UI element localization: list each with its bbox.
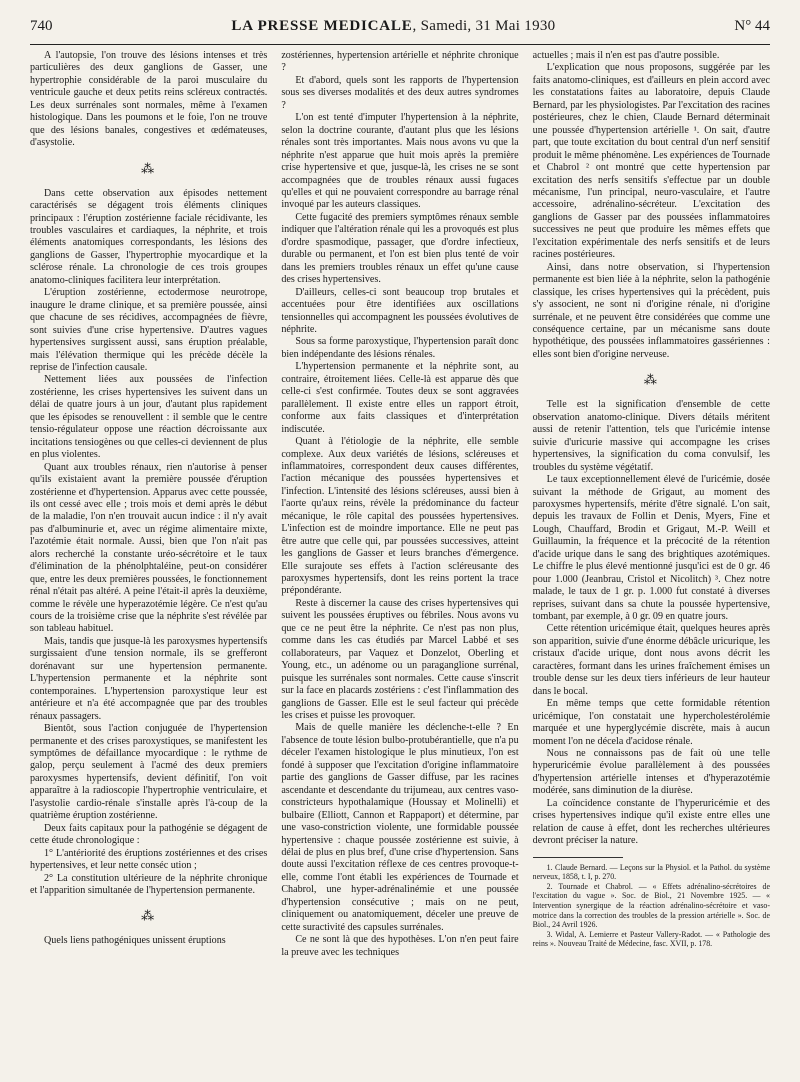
paragraph: Deux faits capitaux pour la pathogénie se dégagent de cette étude chronologique : [30,822,268,847]
section-separator: ⁂ [141,160,157,176]
journal-name: LA PRESSE MEDICALE [231,18,413,34]
column-3 [533,50,770,1072]
paragraph: 1° L'antériorité des éruptions zostériennes et des crises hypertensives, et leur nette conséc ution ; [30,847,268,872]
section-separator: ⁂ [141,908,157,924]
paragraph: Cette fugacité des premiers symptômes rénaux semble indiquer que l'altération rénale qui les a provoqués est plus d'ordre spasmodique, passager, que d'ordre infectieux, durable ou permanent, et l'on est bien plus tenté de voir dans les premiers troubles rénaux un effet qu'une cause des crises hypertensives. [281,211,519,286]
paragraph: 2° La constitution ultérieure de la néphrite chronique et l'apparition simultanée de l'hypertension permanente. [30,872,268,896]
column-1 [30,50,267,1072]
paragraph: Ce ne sont là que des hypothèses. L'on n'en peut faire la preuve avec les techniques [281,934,519,958]
paragraph: Quant aux troubles rénaux, rien n'autorise à penser qu'ils existaient avant la première poussée d'éruption zostérienne et d'hypertension. Apparus avec cette poussée, ils ont cessé avec elle ; trois mois et demi après le début de la maladie, l'on n'en trouvait aucun indice : il n'y avait pas d'albuminurie et, avec un régime alimentaire mixte, l'azotémie était normale. Aussi, bien que l'on n'ait pas alors recherché la constante uréo-sécrétoire et le taux d'élimination de la phénolphtaléine, peut-on considérer que, entre les deux premières poussées, le fonctionnement rénal n'était pas altéré. A peine l'était-il après la deuxième, comme le révèle une hyperazotémie légère. Ce n'est qu'au cours de la troisième crise que la néphrite s'est révélée par son tableau habituel. [30,461,268,635]
paragraph: zostériennes, hypertension artérielle et néphrite chronique ? [281,50,519,74]
paragraph: En même temps que cette formidable rétention uricémique, l'on constatait une hypercholestérolémie marquée et une hyperglycémie discrète, mais à aucun moment l'on ne décela d'acidose rénale. [532,698,770,747]
article-body [30,50,770,1072]
footnote: 2. Tournade et Chabrol. — « Effets adrénalino-sécrétoires de l'excitation du vague ». Soc. de Biol., 21 Novembre 1925. — « Intervention synergique de la réaction adrénalino-sécrétoire et vaso-motrice dans la correction des troubles de la pression artérielle ». Soc. de Biol., 24 Avril 1926. [532,881,770,930]
footnote-rule [533,857,623,858]
paragraph: Et d'abord, quels sont les rapports de l'hypertension sous ses diverses modalités et des deux autres syndromes ? [281,74,519,111]
paragraph: Ainsi, dans notre observation, si l'hypertension permanente est bien liée à la néphrite, selon la pathogénie classique, les crises hypertensives qui la précèdent, puis s'y associent, ne sont ni d'origine rénale, ni d'origine surrénale, et ne peuvent être considérées que comme une conséquence certaine, par un mécanisme sans doute hypothétique, des poussées inflammatoires gassériennes : elles sont bien d'origine nerveuse. [532,261,770,360]
running-header [30,18,770,40]
paragraph: Nous ne connaissons pas de fait où une telle hyperuricémie évolue parallèlement à des poussées d'hypertension artérielle intenses et d'hyperazotémie modérée, sans diminution de la diurèse. [532,748,770,797]
journal-title [231,18,555,35]
paragraph: Cette rétention uricémique était, quelques heures après son apparition, suivie d'une énorme débâcle uricurique, les cristaux d'acide urique, dont nous avons décrit les caractères, formant dans les urines fraîchement émises un trouble dense sur les deux tiers inférieurs de leur hauteur dans le bocal. [532,623,770,697]
paragraph: Quant à l'étiologie de la néphrite, elle semble complexe. Aux deux variétés de lésions, scléreuses et inflammatoires, correspondent deux causes différentes, l'action mécanique des poussées hypertensives et l'infection. L'intensité des lésions scléreuses, aussi bien à l'aorte qu'aux reins, révèle la prédominance du facteur mécanique, le rôle capital des poussées hypertensives. L'infection est de moindre importance. Elle ne peut pas être autre que celle qui, par poussées successives, atteint les ganglions de Gasser et leurs branches d'émergence. Elle surajoute ses effets à l'action scléreusante des paroxysmes hypertensifs, dont les reins portent la trace prépondérante. [281,436,519,597]
footnote: 3. Widal, A. Lemierre et Pasteur Vallery-Radot. — « Pathologie des reins ». Nouveau Traité de Médecine, fasc. XVII, p. 178. [532,929,770,949]
paragraph: L'explication que nous proposons, suggérée par les faits anatomo-cliniques, est d'ailleurs en plein accord avec les constatations faites au laboratoire, depuis Claude Bernard, par les physiologistes. Par l'excitation des racines postérieures, chez le chien, Claude Bernard déterminait une poussée d'hypertension artérielle ¹. On sait, d'autre part, que toute excitation du bout central d'un nerf sensitif produit le même phénomène. Les expériences de Tournade et Chabrol ² ont montré que cette hypertension par excitation des nerfs sensitifs s'effectue par un double mécanisme, l'un principal, neuro-vasculaire, et l'autre accessoire, adrénalino-sécréteur. L'excitation des ganglions de Gasser par des poussées inflammatoires successives ne peut que produire les mêmes effets que l'excitation expérimentale des nerfs sensitifs et de leurs racines postérieures. [532,62,770,261]
column-2 [281,50,518,1072]
paragraph: Mais, tandis que jusque-là les paroxysmes hypertensifs surgissaient d'une tension normale, ils se grefferont dorénavant sur une hypertension permanente. L'hypertension permanente et la néphrite sont contemporaines. L'hypertension paroxystique leur est antérieure et n'a été accompagnée que par des troubles rénaux passagers. [30,635,268,722]
paragraph: Nettement liées aux poussées de l'infection zostérienne, les crises hypertensives les suivent dans un délai de quatre jours à un jour, d'autant plus rapidement que les épisodes se renouvellent : il semble que le centre tensio-régulateur oppose une réaction décroissante aux incitations tensiogènes ou que celles-ci deviennent de plus en plus violentes. [30,374,268,461]
paragraph: Mais de quelle manière les déclenche-t-elle ? En l'absence de toute lésion bulbo-protubérantielle, que n'a pu déceler l'examen histologique le plus minutieux, l'on est fondé à supposer que l'excitation d'origine inflammatoire partie des ganglions de Gasser diffuse, par les racines ascendante et descendante du trijumeau, aux centres vaso-constricteurs hypothalamique (Houssay et Molinelli) et bulbaire (Elliott, Cannon et Rappaport) et détermine, par une vaso-constriction violente, une formidable poussée hypertensive : chaque poussée zostérienne est suivie, à délai de plus en plus bref, d'une crise d'hypertension. Sans doute aussi l'excitation réflexe de ces centres provoque-t-elle, comme l'ont établi les expériences de Tournade et Chabrol, une hyper-adrénalinémie et une poussée d'hypertension consécutive ; mais on ne peut, cliniquement ou anatomiquement, déceler une preuve de cette suractivité des capsules surrénales. [281,722,519,933]
paragraph: D'ailleurs, celles-ci sont beaucoup trop brutales et accentuées pour être identifiées aux oscillations tensionnelles qui accompagnent les poussées évolutives de néphrite. [281,286,519,335]
paragraph: Quels liens pathogéniques unissent éruptions [44,935,226,947]
paragraph: Bientôt, sous l'action conjuguée de l'hypertension permanente et des crises paroxystiques, se manifestent les symptômes de défaillance myocardique : le rythme de galop, perçu seulement à l'acmé des deux premiers paroxysmes hypertensifs, devient définitif, l'on voit apparaître à la radioscopie l'hypertrophie ventriculaire, et l'asystolie cardio-rénale s'installe après l'à-coup de la quatrième éruption zostérienne. [30,723,268,822]
footnote: 1. Claude Bernard. — Leçons sur la Physiol. et la Pathol. du système nerveux, 1858, t. I, p. 270. [532,862,770,882]
paragraph: La coïncidence constante de l'hyperuricémie et des crises hypertensives indique qu'il existe entre elles une relation de cause à effet, dont les recherches ultérieures devront préciser la nature. [532,797,770,847]
paragraph: Reste à discerner la cause des crises hypertensives qui suivent les poussées éruptives ou fébriles. Nous avons vu que ce ne peut être la néphrite. Ce n'est pas non plus, comme dans les cas étudiés par Marcel Labbé et ses collaborateurs, par Vaquez et Donzelot, Oberling et Young, etc., un adénome ou un paraganglione surrénal, puisque les surrénales sont normales. Cette cause s'inscrit sur la face en placards zostériens : c'est l'inflammation des ganglions de Gasser. Elle est le seul facteur qui précède les crises et puisse les provoquer. [281,597,519,722]
paragraph: Le taux exceptionnellement élevé de l'uricémie, dosée suivant la méthode de Grigaut, au moment des paroxysmes hypertensifs, mérite d'être signalé. L'on sait, depuis les travaux de Follin et Denis, Myers, Fine et Lough, Chauffard, Brodin et Grigaut, M.-P. Weill et Guillaumin, la fréquence et la précocité de la rétention d'acide urique dans le sang des brightiques azotémiques. Le chiffre le plus élevé mentionné jusqu'ici est de 0 gr. 46 pour 1.000 (Jeanbrau, Cristol et Nicolitch) ³. Chez notre malade, le taux de 1 gr. p. 1.000 fut constaté à diverses reprises, suivant dans sa chute la poussée hypertensive, tombant, par exemple, à 0 gr. 09 en quatre jours. [532,474,770,623]
issue-date: , Samedi, 31 Mai 1930 [412,18,556,34]
paragraph: Telle est la signification d'ensemble de cette observation anatomo-clinique. Divers détails méritent aussi de retenir l'attention, tels que l'uricémie intense suivie d'uricurie massive qui accompagne les crises hypertensives, la signification du coma convulsif, les troubles du système végétatif. [532,399,770,473]
paragraph: A l'autopsie, l'on trouve des lésions intenses et très particulières des deux ganglions de Gasser, une hypertrophie considérable de la paroi musculaire du ventricule gauche et deux petits reins scléreux contractés. Les deux surrénales sont normales, même à l'examen histologique. Dans les poumons et le foie, l'on ne trouve que des lésions banales, congestives et œdémateuses, d'asystolie. [30,50,268,149]
page-number: 740 [30,18,53,34]
issue-number: N° 44 [734,18,770,34]
paragraph: actuelles ; mais il n'en est pas d'autre possible. [532,50,720,61]
paragraph: L'éruption zostérienne, ectodermose neurotrope, inaugure le drame clinique, et sa première poussée, ainsi que chacune de ses récidives, accompagnées de fièvre, sont suivies d'une crise hypertensive. D'autres vagues hypertensives surgissent aussi, sans éruption préalable, mais l'élévation thermique qui les précède décèle la reprise de l'infection causale. [30,287,268,373]
paragraph: Sous sa forme paroxystique, l'hypertension paraît donc bien indépendante des lésions rénales. [281,336,519,360]
paragraph: Dans cette observation aux épisodes nettement caractérisés se dégagent trois éléments cliniques principaux : l'éruption zostérienne faciale récidivante, les troubles vasculaires et cardiaques, la néphrite, et trois éléments anatomiques correspondants, les lésions des ganglions de Gasser, l'hypertrophie myocardique et la sclérose rénale. La chronologie de ces trois groupes anatomo-cliniques facilitera leur interprétation. [30,187,268,286]
section-separator: ⁂ [643,372,659,388]
paragraph: L'hypertension permanente et la néphrite sont, au contraire, étroitement liées. Celle-là est apparue dès que celle-ci s'est confirmée. Toutes deux se sont aggravées parallèlement. Il existe entre elles un rapport étroit, conforme aux faits classiques et d'interprétation indiscutée. [281,361,519,435]
paragraph: L'on est tenté d'imputer l'hypertension à la néphrite, selon la doctrine courante, d'autant plus que les lésions rénales sont très importantes. Mais nous avons vu que la néphrite n'est apparue que huit mois après la première crise hypertensive et que, jusque-là, les crises ne se sont accompagnées que de troubles rénaux aussi fugaces qu'elles et qui ne pouvaient correspondre au barrage rénal invoqué par les auteurs classiques. [281,112,519,211]
header-rule [30,44,770,45]
